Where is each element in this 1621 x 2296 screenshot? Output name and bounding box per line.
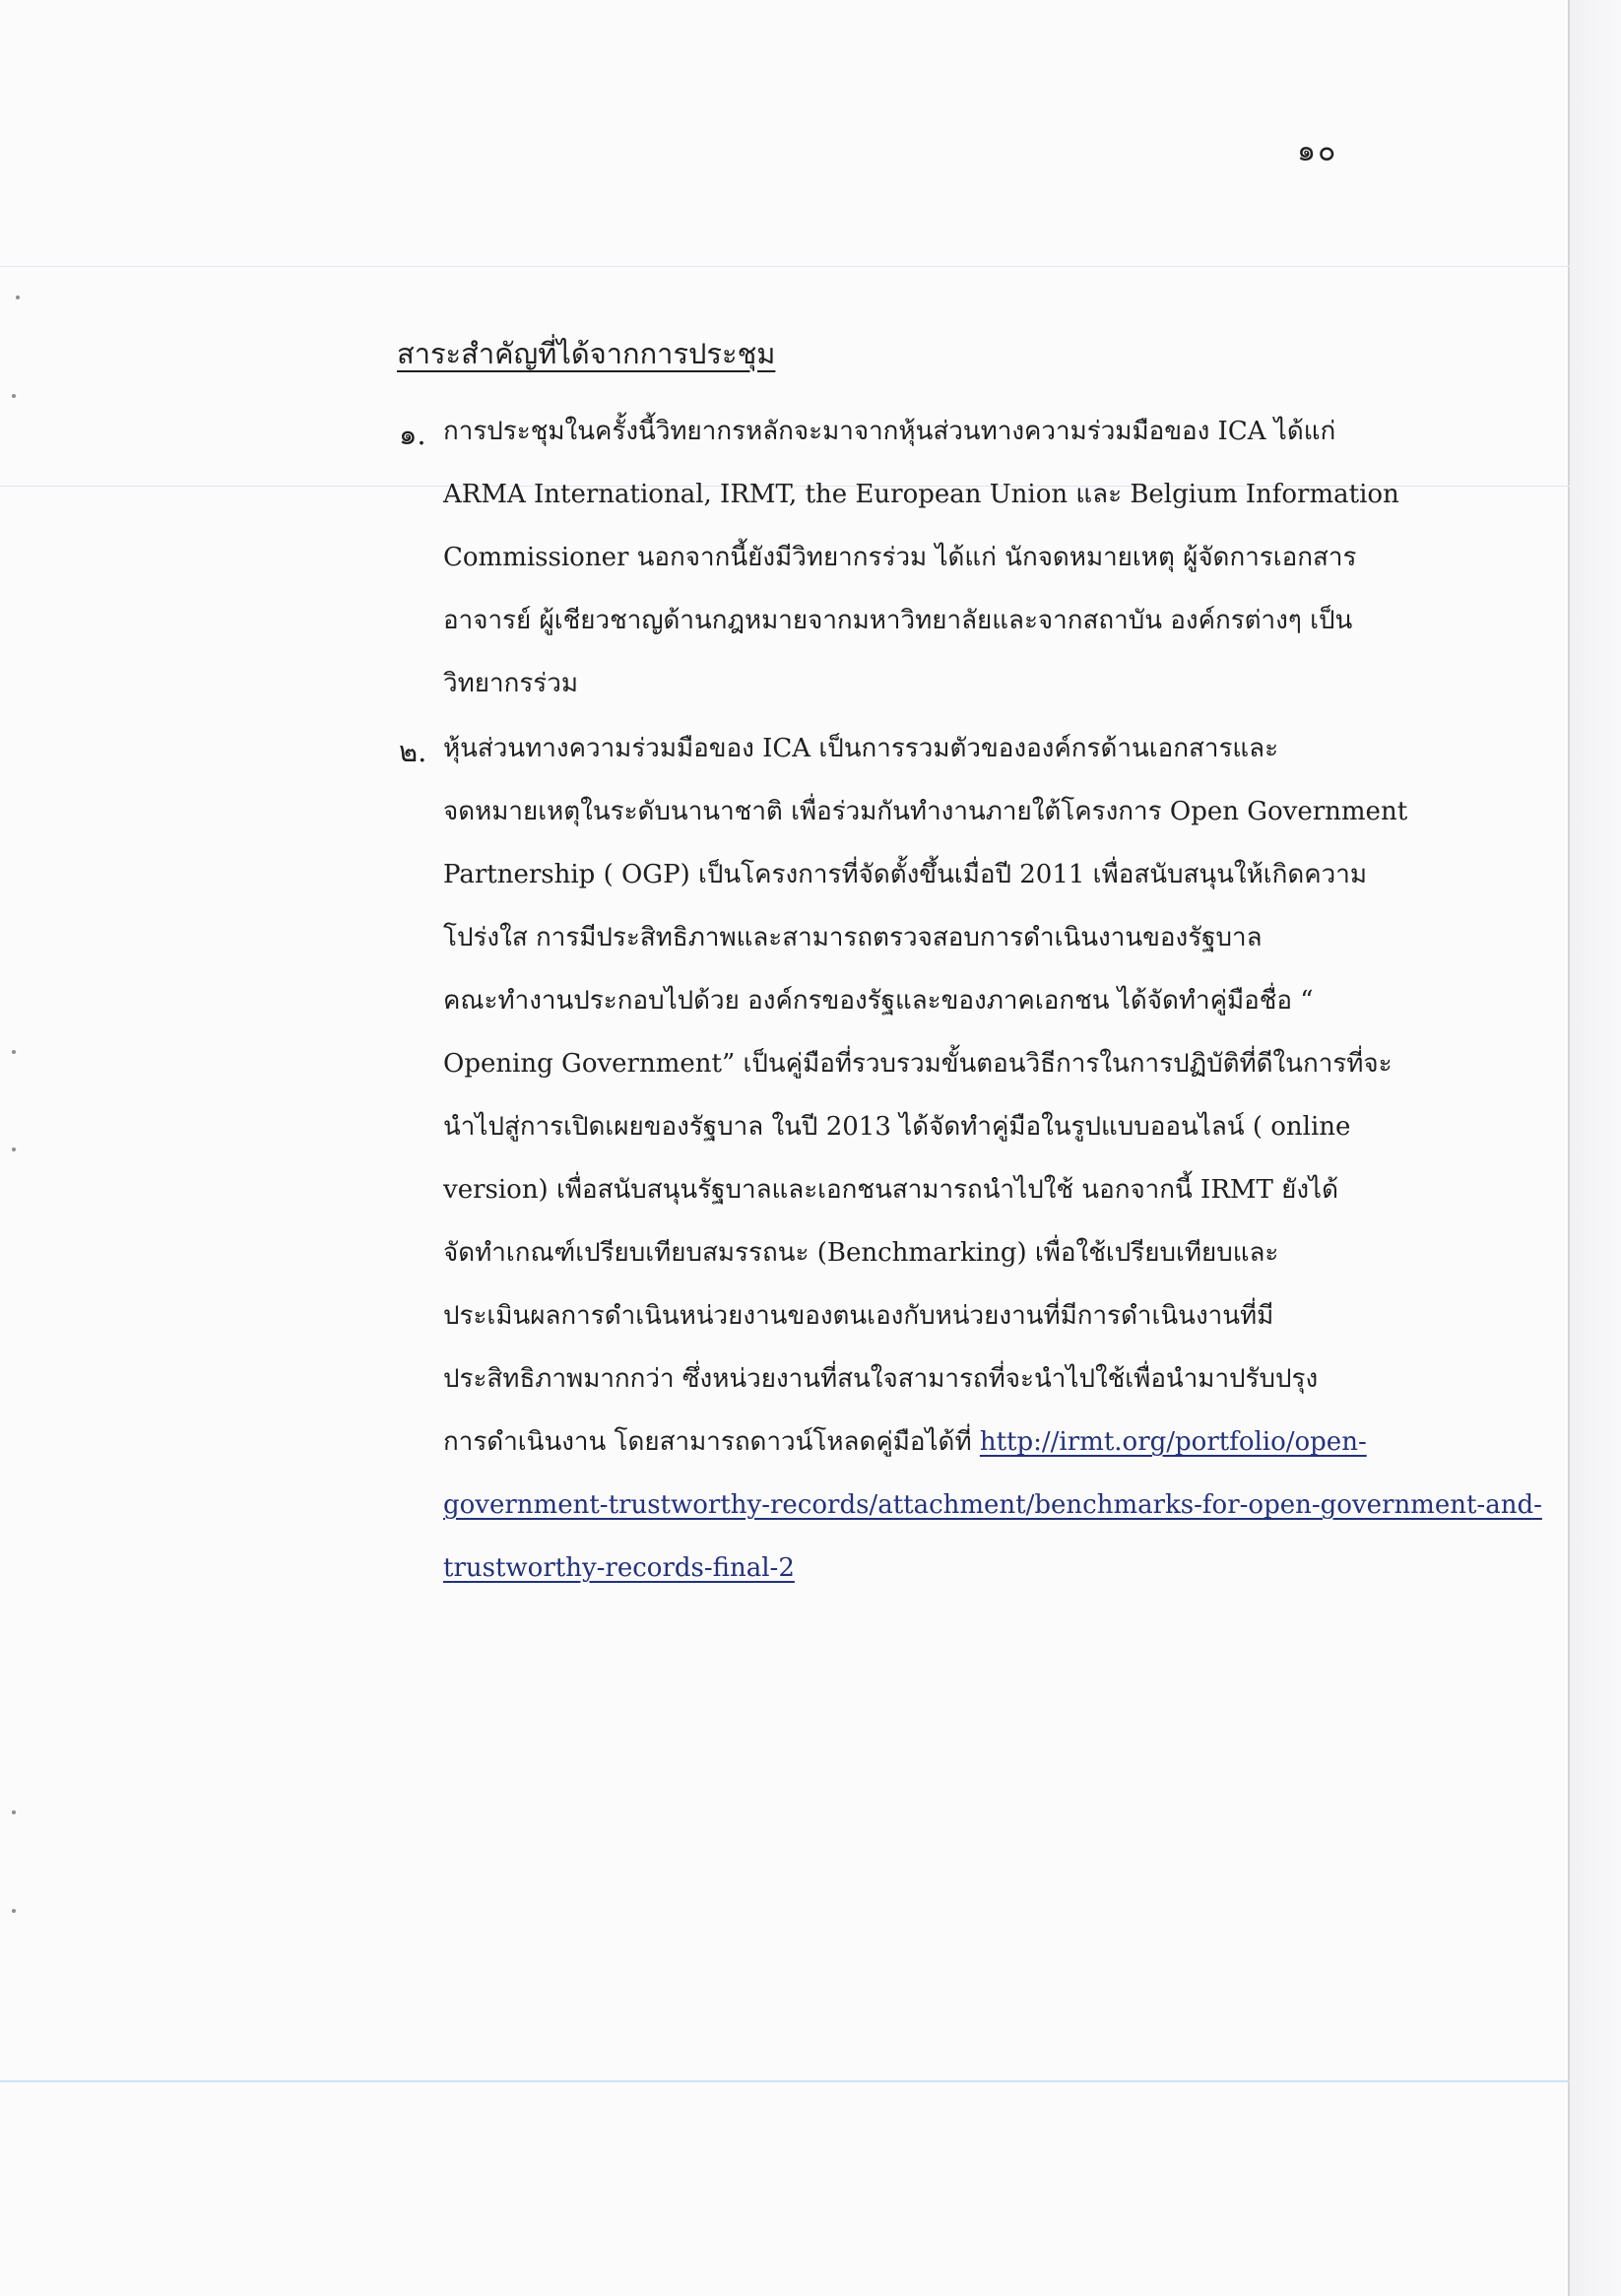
page-number: ๑๐ — [1297, 134, 1338, 168]
download-link[interactable]: http://irmt.org/portfolio/open- — [979, 1427, 1367, 1457]
scan-speck — [12, 394, 16, 398]
text-line: จดหมายเหตุในระดับนานาชาติ เพื่อร่วมกันทำงานภายใต้โครงการ Open Government — [443, 797, 1408, 826]
text-line: ประเมินผลการดำเนินหน่วยงานของตนเองกับหน่วยงานที่มีการดำเนินงานที่มี — [443, 1301, 1274, 1331]
text-line: หุ้นส่วนทางความร่วมมือของ ICA เป็นการรวมตัวขององค์กรด้านเอกสารและ — [443, 734, 1279, 763]
text-line: Partnership ( OGP) เป็นโครงการที่จัดตั้งขึ้นเมื่อปี 2011 เพื่อสนับสนุนให้เกิดความ — [443, 860, 1367, 889]
text-line: จัดทำเกณฑ์เปรียบเทียบสมรรถนะ (Benchmarking) เพื่อใช้เปรียบเทียบและ — [443, 1238, 1279, 1268]
text-line: ARMA International, IRMT, the European Union และ Belgium Information — [443, 480, 1399, 509]
scan-edge-shadow — [1570, 0, 1621, 2296]
scan-speck — [12, 1050, 16, 1054]
download-link-continued[interactable]: government-trustworthy-records/attachment/benchmarks-for-open-government-and- — [443, 1490, 1542, 1520]
text-line: คณะทำงานประกอบไปด้วย องค์กรของรัฐและของภาคเอกชน ได้จัดทำคู่มือชื่อ “ — [443, 986, 1314, 1016]
link-line — [443, 1485, 1542, 1525]
text-line-with-link — [443, 1422, 1367, 1462]
section-heading: สาระสำคัญที่ได้จากการประชุม — [397, 337, 776, 370]
list-item-number: ๒. — [399, 735, 427, 768]
text-line: version) เพื่อสนับสนุนรัฐบาลและเอกชนสามารถนำไปใช้ นอกจากนี้ IRMT ยังได้ — [443, 1175, 1339, 1205]
scan-speck — [12, 1810, 16, 1814]
text-line: Commissioner นอกจากนี้ยังมีวิทยากรร่วม ได้แก่ นักจดหมายเหตุ ผู้จัดการเอกสาร — [443, 543, 1357, 572]
download-text: การดำเนินงาน โดยสามารถดาวน์โหลดคู่มือได้ที่ — [443, 1427, 980, 1457]
scan-line — [0, 2080, 1570, 2082]
text-line: การประชุมในครั้งนี้วิทยากรหลักจะมาจากหุ้นส่วนทางความร่วมมือของ ICA ได้แก่ — [443, 417, 1336, 446]
text-line: อาจารย์ ผู้เชียวชาญด้านกฎหมายจากมหาวิทยาลัยและจากสถาบัน องค์กรต่างๆ เป็น — [443, 606, 1353, 635]
text-line: Opening Government” เป็นคู่มือที่รวบรวมขั้นตอนวิธีการในการปฏิบัติที่ดีในการที่จะ — [443, 1049, 1393, 1079]
scan-speck — [12, 1909, 16, 1913]
list-item-number: ๑. — [399, 418, 426, 451]
text-line: วิทยากรร่วม — [443, 669, 578, 698]
scan-speck — [12, 1148, 16, 1151]
text-line: นำไปสู่การเปิดเผยของรัฐบาล ในปี 2013 ได้จัดทำคู่มือในรูปแบบออนไลน์ ( online — [443, 1112, 1351, 1142]
link-line — [443, 1548, 795, 1588]
text-line: โปร่งใส การมีประสิทธิภาพและสามารถตรวจสอบการดำเนินงานของรัฐบาล — [443, 923, 1263, 952]
scan-speck — [16, 295, 20, 299]
scan-page-edge — [1568, 0, 1570, 2296]
text-line: ประสิทธิภาพมากกว่า ซึ่งหน่วยงานที่สนใจสามารถที่จะนำไปใช้เพื่อนำมาปรับปรุง — [443, 1364, 1319, 1394]
download-link-continued[interactable]: trustworthy-records-final-2 — [443, 1553, 795, 1583]
scan-line — [0, 266, 1570, 267]
